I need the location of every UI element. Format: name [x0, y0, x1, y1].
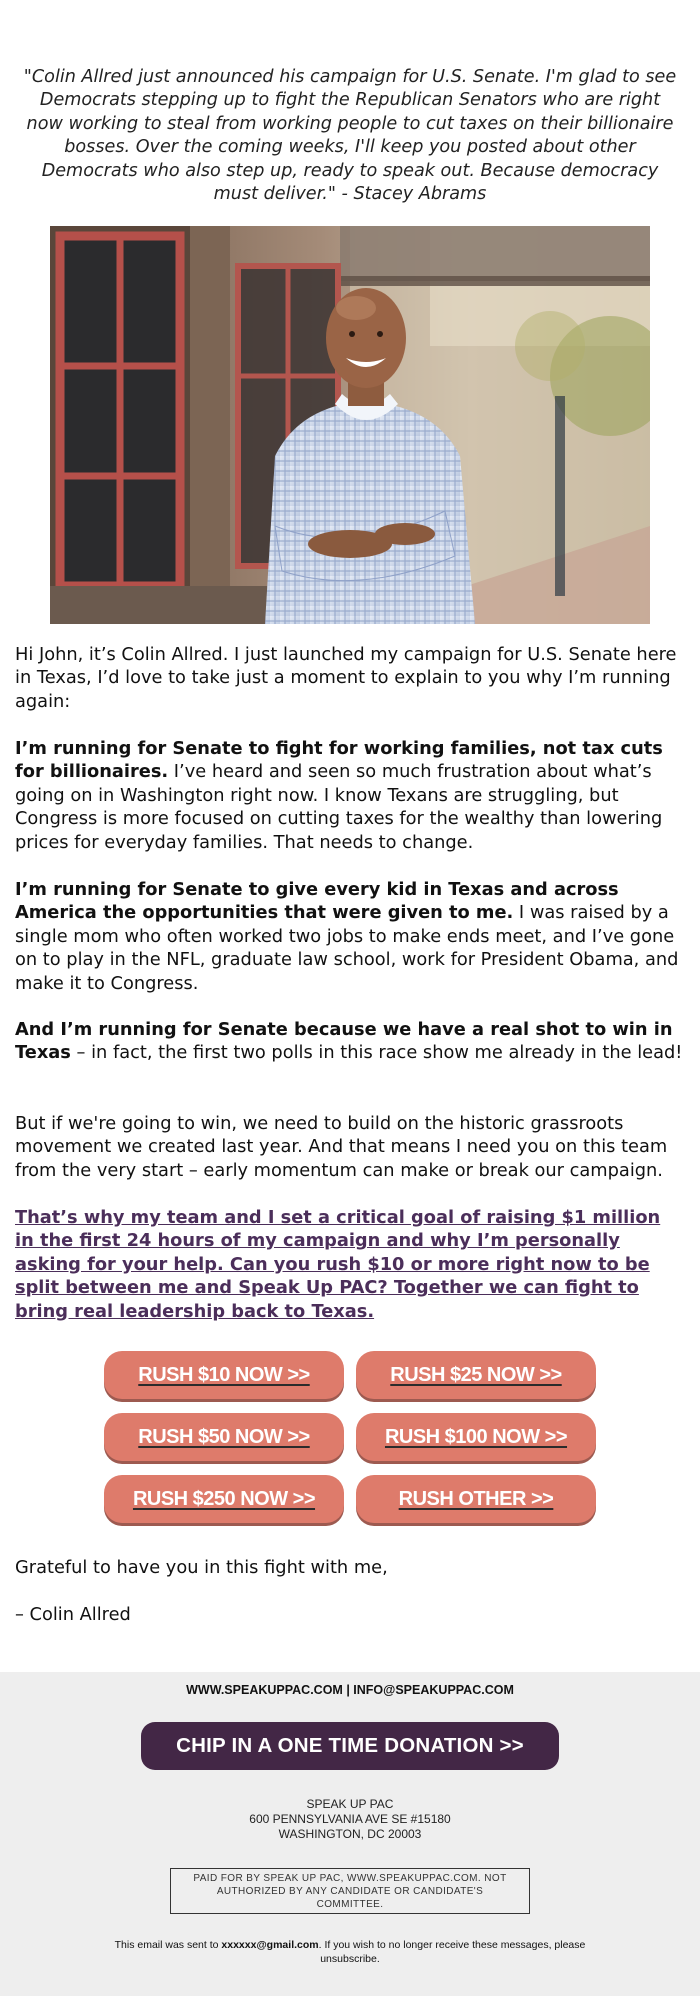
hero-photo [50, 226, 650, 624]
paid-for-disclaimer: PAID FOR BY SPEAK UP PAC, WWW.SPEAKUPPAC.COM. NOT AUTHORIZED BY ANY CANDIDATE OR CANDIDATE'S COMMITTEE. [170, 1868, 530, 1914]
city-address: WASHINGTON, DC 20003 [278, 1827, 422, 1841]
chip-in-donation-button[interactable]: CHIP IN A ONE TIME DONATION >> [141, 1722, 559, 1770]
footer-links [0, 1683, 700, 1697]
rush-10-button[interactable]: RUSH $10 NOW >> [104, 1351, 344, 1399]
rush-25-button[interactable]: RUSH $25 NOW >> [356, 1351, 596, 1399]
closing-line: Grateful to have you in this fight with me, [15, 1557, 388, 1578]
email-sent-notice [100, 1938, 600, 1966]
rush-50-button[interactable]: RUSH $50 NOW >> [104, 1413, 344, 1461]
working-families-heading: I’m running for Senate to fight for working families, not tax cuts for billionaires. [15, 738, 663, 783]
website-link[interactable]: WWW.SPEAKUPPAC.COM [186, 1683, 343, 1697]
recipient-email: xxxxxx@gmail.com [221, 1939, 319, 1951]
shot-to-win-paragraph [15, 1018, 685, 1065]
footer-link-separator: | [342, 1683, 354, 1697]
email-link[interactable]: INFO@SPEAKUPPAC.COM [353, 1683, 514, 1697]
stacey-abrams-quote: "Colin Allred just announced his campaign for U.S. Senate. I'm glad to see Democrats stepping up to fight the Republican Senators who are right now working to steal from working people to cut taxes on their billionaire bosses. Over the coming weeks, I'll keep you posted about other Democrats who also step up, ready to speak out. Because democracy must deliver." - Stacey Abrams [23, 67, 677, 205]
rush-250-button[interactable]: RUSH $250 NOW >> [104, 1475, 344, 1523]
donation-ask-link[interactable]: That’s why my team and I set a critical goal of raising $1 million in the first 24 hours of my campaign and why I’m personally asking for your help. Can you rush $10 or more right now to be split between me and Speak Up PAC? Together we can fight to bring real leadership back to Texas. [15, 1207, 661, 1322]
hero-photo-illustration [50, 226, 650, 624]
street-address: 600 PENNSYLVANIA AVE SE #15180 [249, 1812, 451, 1826]
grassroots-paragraph: But if we're going to win, we need to build on the historic grassroots movement we created last year. And that means I need you on this team from the very start – early momentum can make or break our campaign. [15, 1113, 668, 1181]
intro-paragraph: Hi John, it’s Colin Allred. I just launched my campaign for U.S. Senate here in Texas, I’d love to take just a moment to explain to you why I’m running again: [15, 644, 677, 712]
opportunities-text: I was raised by a single mom who often worked two jobs to make ends meet, and I’ve gone on to play in the NFL, graduate law school, work for President Obama, and make it to Congress. [15, 902, 679, 994]
rush-other-button[interactable]: RUSH OTHER >> [356, 1475, 596, 1523]
sent-suffix: . If you wish to no longer receive these messages, [318, 1939, 555, 1951]
mailing-address [0, 1797, 700, 1842]
shot-to-win-text: – in fact, the first two polls in this race show me already in the lead! [70, 1042, 683, 1064]
rush-100-button[interactable]: RUSH $100 NOW >> [356, 1413, 596, 1461]
working-families-paragraph [15, 737, 685, 854]
working-families-text: I’ve heard and seen so much frustration about what’s going on in Washington right now. I know Texans are struggling, but Congress is more focused on cutting taxes for the wealthy than lowering prices for everyday families. That needs to change. [15, 761, 663, 853]
shot-to-win-heading: And I’m running for Senate because we have a real shot to win in Texas [15, 1019, 673, 1064]
signature: – Colin Allred [15, 1604, 131, 1625]
opportunities-paragraph [15, 878, 685, 995]
org-name: SPEAK UP PAC [306, 1797, 394, 1811]
unsubscribe-link[interactable]: please unsubscribe. [320, 1939, 586, 1965]
opportunities-heading: I’m running for Senate to give every kid in Texas and across America the opportunities that were given to me. [15, 879, 619, 924]
sent-prefix: This email was sent to [114, 1939, 222, 1951]
rush-button-grid [104, 1351, 596, 1523]
